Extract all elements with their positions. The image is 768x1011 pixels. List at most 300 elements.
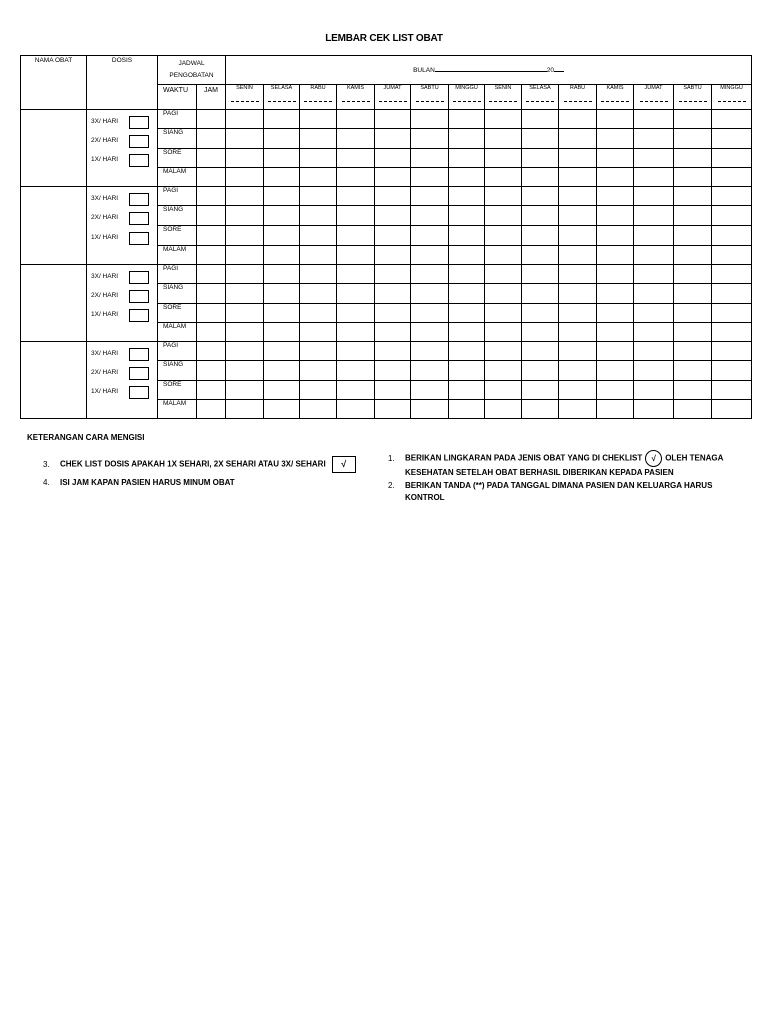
check-cell[interactable] <box>597 265 634 284</box>
check-cell[interactable] <box>300 246 337 265</box>
check-cell[interactable] <box>264 246 300 265</box>
check-cell[interactable] <box>634 342 674 361</box>
check-cell[interactable] <box>522 381 559 400</box>
check-cell[interactable] <box>597 110 634 129</box>
check-cell[interactable] <box>522 246 559 265</box>
check-cell[interactable] <box>449 361 485 381</box>
check-cell[interactable] <box>559 226 597 246</box>
check-cell[interactable] <box>375 206 411 226</box>
check-cell[interactable] <box>337 206 375 226</box>
day-header[interactable] <box>674 85 712 110</box>
check-cell[interactable] <box>712 168 752 187</box>
medicine-name-cell[interactable] <box>21 110 87 187</box>
check-cell[interactable] <box>597 400 634 419</box>
check-cell[interactable] <box>449 304 485 323</box>
check-cell[interactable] <box>674 265 712 284</box>
check-cell[interactable] <box>264 110 300 129</box>
date-blank[interactable] <box>601 101 629 102</box>
jam-cell[interactable] <box>197 381 226 400</box>
check-cell[interactable] <box>226 168 264 187</box>
check-cell[interactable] <box>411 149 449 168</box>
check-cell[interactable] <box>300 342 337 361</box>
check-cell[interactable] <box>375 129 411 149</box>
date-blank[interactable] <box>304 101 332 102</box>
check-cell[interactable] <box>634 265 674 284</box>
dose-checkbox[interactable] <box>129 116 149 129</box>
check-cell[interactable] <box>485 168 522 187</box>
check-cell[interactable] <box>674 206 712 226</box>
check-cell[interactable] <box>264 304 300 323</box>
check-cell[interactable] <box>522 323 559 342</box>
jam-cell[interactable] <box>197 206 226 226</box>
jam-cell[interactable] <box>197 168 226 187</box>
check-cell[interactable] <box>375 265 411 284</box>
check-cell[interactable] <box>264 149 300 168</box>
check-cell[interactable] <box>485 246 522 265</box>
jam-cell[interactable] <box>197 246 226 265</box>
check-cell[interactable] <box>712 129 752 149</box>
check-cell[interactable] <box>337 284 375 304</box>
check-cell[interactable] <box>411 226 449 246</box>
check-cell[interactable] <box>264 129 300 149</box>
day-header[interactable] <box>634 85 674 110</box>
check-cell[interactable] <box>634 246 674 265</box>
check-cell[interactable] <box>375 226 411 246</box>
jam-cell[interactable] <box>197 342 226 361</box>
check-cell[interactable] <box>264 361 300 381</box>
check-cell[interactable] <box>674 342 712 361</box>
check-cell[interactable] <box>300 265 337 284</box>
check-cell[interactable] <box>712 187 752 206</box>
check-cell[interactable] <box>449 400 485 419</box>
check-cell[interactable] <box>712 400 752 419</box>
header-waktu: WAKTU <box>158 85 197 110</box>
check-cell[interactable] <box>449 342 485 361</box>
check-cell[interactable] <box>485 265 522 284</box>
check-cell[interactable] <box>375 361 411 381</box>
check-cell[interactable] <box>674 149 712 168</box>
check-cell[interactable] <box>674 168 712 187</box>
check-cell[interactable] <box>559 304 597 323</box>
check-cell[interactable] <box>226 206 264 226</box>
check-cell[interactable] <box>449 206 485 226</box>
check-cell[interactable] <box>634 381 674 400</box>
check-cell[interactable] <box>264 265 300 284</box>
date-blank[interactable] <box>268 101 296 102</box>
date-blank[interactable] <box>489 101 517 102</box>
check-cell[interactable] <box>300 361 337 381</box>
check-cell[interactable] <box>449 323 485 342</box>
check-cell[interactable] <box>485 129 522 149</box>
check-cell[interactable] <box>712 323 752 342</box>
check-cell[interactable] <box>449 187 485 206</box>
dose-checkbox[interactable] <box>129 309 149 322</box>
day-header[interactable] <box>712 85 752 110</box>
check-cell[interactable] <box>597 187 634 206</box>
jam-cell[interactable] <box>197 304 226 323</box>
header-bulan[interactable] <box>226 56 752 85</box>
day-header[interactable] <box>597 85 634 110</box>
check-cell[interactable] <box>264 226 300 246</box>
check-cell[interactable] <box>634 400 674 419</box>
check-cell[interactable] <box>337 400 375 419</box>
jam-cell[interactable] <box>197 149 226 168</box>
check-cell[interactable] <box>449 110 485 129</box>
date-blank[interactable] <box>718 101 746 102</box>
check-cell[interactable] <box>559 323 597 342</box>
check-cell[interactable] <box>264 168 300 187</box>
check-cell[interactable] <box>226 323 264 342</box>
check-cell[interactable] <box>485 304 522 323</box>
check-cell[interactable] <box>559 110 597 129</box>
check-cell[interactable] <box>522 342 559 361</box>
check-cell[interactable] <box>411 246 449 265</box>
check-cell[interactable] <box>337 226 375 246</box>
check-cell[interactable] <box>337 361 375 381</box>
day-header[interactable] <box>449 85 485 110</box>
note-4-text: ISI JAM KAPAN PASIEN HARUS MINUM OBAT <box>60 478 235 487</box>
check-cell[interactable] <box>226 187 264 206</box>
check-cell[interactable] <box>712 246 752 265</box>
check-cell[interactable] <box>300 284 337 304</box>
check-cell[interactable] <box>674 400 712 419</box>
check-cell[interactable] <box>411 110 449 129</box>
check-cell[interactable] <box>597 361 634 381</box>
check-cell[interactable] <box>712 265 752 284</box>
check-cell[interactable] <box>559 342 597 361</box>
check-cell[interactable] <box>712 110 752 129</box>
medicine-name-cell[interactable] <box>21 187 87 265</box>
day-label: JUMAT <box>383 85 402 91</box>
check-cell[interactable] <box>559 400 597 419</box>
check-cell[interactable] <box>712 226 752 246</box>
note-1-text-c: KESEHATAN SETELAH OBAT BERHASIL DIBERIKAN KEPADA PASIEN <box>405 468 674 477</box>
jam-cell[interactable] <box>197 129 226 149</box>
dose-option <box>91 290 149 303</box>
check-cell[interactable] <box>522 304 559 323</box>
header-dosis: DOSIS <box>87 56 158 110</box>
check-cell[interactable] <box>300 168 337 187</box>
check-cell[interactable] <box>559 129 597 149</box>
check-cell[interactable] <box>300 226 337 246</box>
check-cell[interactable] <box>226 149 264 168</box>
check-cell[interactable] <box>597 284 634 304</box>
check-cell[interactable] <box>411 284 449 304</box>
check-cell[interactable] <box>411 323 449 342</box>
check-cell[interactable] <box>485 361 522 381</box>
dose-checkbox[interactable] <box>129 386 149 399</box>
check-cell[interactable] <box>226 246 264 265</box>
check-cell[interactable] <box>449 226 485 246</box>
check-cell[interactable] <box>337 342 375 361</box>
dose-checkbox[interactable] <box>129 154 149 167</box>
jam-cell[interactable] <box>197 265 226 284</box>
check-cell[interactable] <box>411 400 449 419</box>
dose-option <box>91 271 149 284</box>
check-cell[interactable] <box>375 342 411 361</box>
check-cell[interactable] <box>485 323 522 342</box>
check-cell[interactable] <box>264 381 300 400</box>
day-header[interactable] <box>226 85 264 110</box>
check-cell[interactable] <box>337 110 375 129</box>
dose-checkbox[interactable] <box>129 367 149 380</box>
check-cell[interactable] <box>337 304 375 323</box>
check-cell[interactable] <box>264 206 300 226</box>
medicine-name-cell[interactable] <box>21 265 87 342</box>
jam-cell[interactable] <box>197 110 226 129</box>
check-cell[interactable] <box>300 323 337 342</box>
check-cell[interactable] <box>264 187 300 206</box>
check-cell[interactable] <box>634 168 674 187</box>
check-cell[interactable] <box>559 284 597 304</box>
check-cell[interactable] <box>375 246 411 265</box>
check-cell[interactable] <box>337 323 375 342</box>
note-1-text-b: OLEH TENAGA <box>665 453 724 463</box>
check-cell[interactable] <box>559 361 597 381</box>
check-cell[interactable] <box>597 304 634 323</box>
check-cell[interactable] <box>634 284 674 304</box>
check-cell[interactable] <box>559 246 597 265</box>
date-blank[interactable] <box>231 101 259 102</box>
waktu-label: SIANG <box>158 206 197 226</box>
check-cell[interactable] <box>674 304 712 323</box>
check-cell[interactable] <box>226 110 264 129</box>
dose-checkbox[interactable] <box>129 348 149 361</box>
check-cell[interactable] <box>674 187 712 206</box>
check-cell[interactable] <box>522 284 559 304</box>
check-cell[interactable] <box>597 381 634 400</box>
check-cell[interactable] <box>597 206 634 226</box>
check-cell[interactable] <box>449 265 485 284</box>
check-cell[interactable] <box>485 206 522 226</box>
date-blank[interactable] <box>379 101 407 102</box>
check-cell[interactable] <box>674 284 712 304</box>
check-cell[interactable] <box>449 149 485 168</box>
jam-cell[interactable] <box>197 187 226 206</box>
date-blank[interactable] <box>679 101 707 102</box>
check-cell[interactable] <box>485 381 522 400</box>
check-cell[interactable] <box>634 304 674 323</box>
check-cell[interactable] <box>485 149 522 168</box>
check-cell[interactable] <box>485 284 522 304</box>
check-cell[interactable] <box>712 361 752 381</box>
check-cell[interactable] <box>375 381 411 400</box>
dose-checkbox[interactable] <box>129 135 149 148</box>
date-blank[interactable] <box>416 101 444 102</box>
check-cell[interactable] <box>674 226 712 246</box>
check-cell[interactable] <box>300 149 337 168</box>
check-cell[interactable] <box>411 304 449 323</box>
check-cell[interactable] <box>634 129 674 149</box>
check-cell[interactable] <box>449 129 485 149</box>
check-cell[interactable] <box>337 265 375 284</box>
check-cell[interactable] <box>522 168 559 187</box>
jam-cell[interactable] <box>197 361 226 381</box>
dosis-cell <box>87 265 158 342</box>
check-cell[interactable] <box>411 265 449 284</box>
check-cell[interactable] <box>559 187 597 206</box>
check-cell[interactable] <box>264 284 300 304</box>
check-cell[interactable] <box>375 149 411 168</box>
day-header[interactable] <box>559 85 597 110</box>
bulan-blank[interactable] <box>435 65 547 72</box>
check-cell[interactable] <box>411 342 449 361</box>
check-cell[interactable] <box>634 206 674 226</box>
check-cell[interactable] <box>300 304 337 323</box>
check-cell[interactable] <box>264 342 300 361</box>
check-cell[interactable] <box>712 284 752 304</box>
check-cell[interactable] <box>300 187 337 206</box>
check-cell[interactable] <box>485 110 522 129</box>
check-cell[interactable] <box>597 226 634 246</box>
date-blank[interactable] <box>564 101 592 102</box>
dose-option-label: 3X/ HARI <box>91 195 119 203</box>
check-cell[interactable] <box>485 187 522 206</box>
check-cell[interactable] <box>559 381 597 400</box>
check-cell[interactable] <box>411 206 449 226</box>
check-cell[interactable] <box>226 342 264 361</box>
check-cell[interactable] <box>674 361 712 381</box>
check-cell[interactable] <box>226 304 264 323</box>
check-cell[interactable] <box>559 206 597 226</box>
check-cell[interactable] <box>449 168 485 187</box>
year-blank[interactable] <box>554 65 564 72</box>
check-cell[interactable] <box>522 187 559 206</box>
check-cell[interactable] <box>712 381 752 400</box>
check-cell[interactable] <box>300 129 337 149</box>
check-cell[interactable] <box>712 304 752 323</box>
check-cell[interactable] <box>597 168 634 187</box>
date-blank[interactable] <box>526 101 554 102</box>
check-cell[interactable] <box>337 129 375 149</box>
check-cell[interactable] <box>522 149 559 168</box>
check-cell[interactable] <box>411 381 449 400</box>
check-cell[interactable] <box>337 168 375 187</box>
check-cell[interactable] <box>712 206 752 226</box>
check-cell[interactable] <box>712 342 752 361</box>
check-cell[interactable] <box>597 342 634 361</box>
date-blank[interactable] <box>453 101 481 102</box>
check-cell[interactable] <box>522 110 559 129</box>
check-cell[interactable] <box>226 361 264 381</box>
jam-cell[interactable] <box>197 226 226 246</box>
check-cell[interactable] <box>337 381 375 400</box>
check-cell[interactable] <box>226 129 264 149</box>
day-header[interactable] <box>337 85 375 110</box>
check-cell[interactable] <box>485 400 522 419</box>
check-cell[interactable] <box>411 168 449 187</box>
check-cell[interactable] <box>337 149 375 168</box>
check-cell[interactable] <box>674 381 712 400</box>
check-cell[interactable] <box>375 284 411 304</box>
medicine-name-cell[interactable] <box>21 342 87 419</box>
dose-checkbox[interactable] <box>129 232 149 245</box>
check-cell[interactable] <box>634 149 674 168</box>
check-cell[interactable] <box>226 400 264 419</box>
check-cell[interactable] <box>674 110 712 129</box>
check-cell[interactable] <box>226 265 264 284</box>
date-blank[interactable] <box>640 101 668 102</box>
check-cell[interactable] <box>375 187 411 206</box>
check-cell[interactable] <box>597 246 634 265</box>
check-cell[interactable] <box>411 187 449 206</box>
check-cell[interactable] <box>411 361 449 381</box>
jam-cell[interactable] <box>197 400 226 419</box>
check-cell[interactable] <box>375 168 411 187</box>
day-header[interactable] <box>522 85 559 110</box>
check-cell[interactable] <box>634 110 674 129</box>
dose-checkbox[interactable] <box>129 290 149 303</box>
check-cell[interactable] <box>375 304 411 323</box>
check-cell[interactable] <box>522 226 559 246</box>
check-cell[interactable] <box>522 265 559 284</box>
dose-checkbox[interactable] <box>129 193 149 206</box>
check-cell[interactable] <box>597 149 634 168</box>
check-cell[interactable] <box>226 284 264 304</box>
check-cell[interactable] <box>264 323 300 342</box>
dose-option <box>91 386 149 399</box>
check-cell[interactable] <box>522 361 559 381</box>
check-cell[interactable] <box>674 246 712 265</box>
dose-checkbox[interactable] <box>129 212 149 225</box>
check-cell[interactable] <box>375 400 411 419</box>
check-cell[interactable] <box>300 206 337 226</box>
check-cell[interactable] <box>522 206 559 226</box>
day-header[interactable] <box>375 85 411 110</box>
check-cell[interactable] <box>522 400 559 419</box>
check-cell[interactable] <box>712 149 752 168</box>
check-cell[interactable] <box>300 400 337 419</box>
check-cell[interactable] <box>674 129 712 149</box>
check-cell[interactable] <box>226 226 264 246</box>
check-cell[interactable] <box>337 187 375 206</box>
check-cell[interactable] <box>485 226 522 246</box>
check-cell[interactable] <box>522 129 559 149</box>
jam-cell[interactable] <box>197 323 226 342</box>
check-cell[interactable] <box>597 323 634 342</box>
check-cell[interactable] <box>411 129 449 149</box>
jam-cell[interactable] <box>197 284 226 304</box>
check-cell[interactable] <box>485 342 522 361</box>
check-cell[interactable] <box>634 323 674 342</box>
day-header[interactable] <box>300 85 337 110</box>
day-header[interactable] <box>485 85 522 110</box>
dose-checkbox[interactable] <box>129 271 149 284</box>
check-cell[interactable] <box>375 110 411 129</box>
check-cell[interactable] <box>375 323 411 342</box>
check-cell[interactable] <box>559 265 597 284</box>
check-cell[interactable] <box>226 381 264 400</box>
check-cell[interactable] <box>337 246 375 265</box>
check-cell[interactable] <box>559 168 597 187</box>
check-cell[interactable] <box>597 129 634 149</box>
check-cell[interactable] <box>559 149 597 168</box>
check-cell[interactable] <box>634 226 674 246</box>
day-label: SABTU <box>683 85 702 91</box>
check-cell[interactable] <box>449 284 485 304</box>
day-header[interactable] <box>264 85 300 110</box>
check-cell[interactable] <box>634 361 674 381</box>
check-cell[interactable] <box>674 323 712 342</box>
check-cell[interactable] <box>449 381 485 400</box>
date-blank[interactable] <box>342 101 370 102</box>
check-cell[interactable] <box>300 381 337 400</box>
check-cell[interactable] <box>634 187 674 206</box>
day-header[interactable] <box>411 85 449 110</box>
check-cell[interactable] <box>300 110 337 129</box>
check-cell[interactable] <box>264 400 300 419</box>
check-cell[interactable] <box>449 246 485 265</box>
